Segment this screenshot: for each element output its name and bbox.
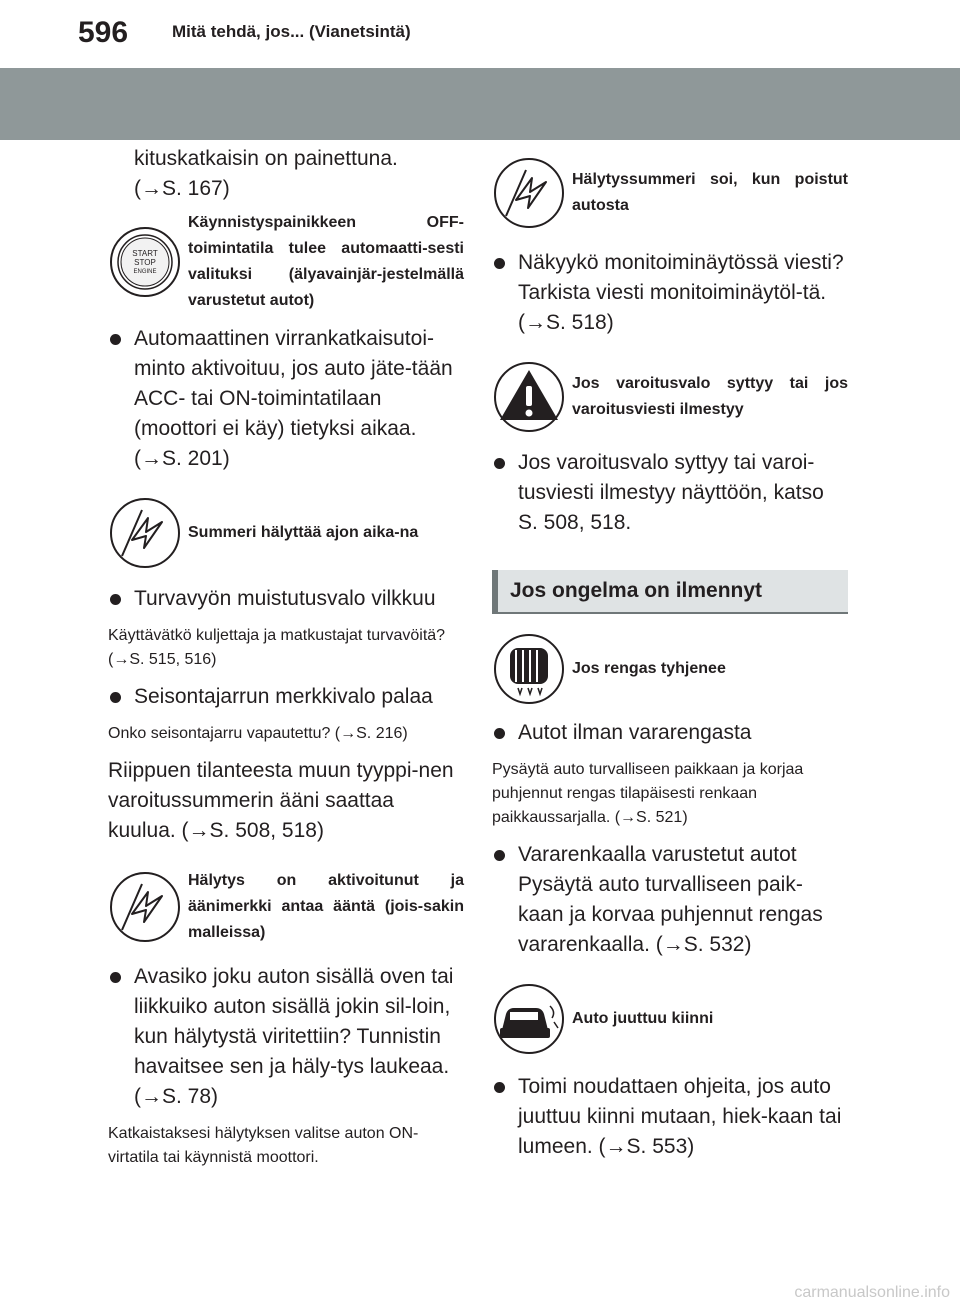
buzzer-caption-1: Summeri hälyttää ajon aika-na bbox=[188, 524, 419, 541]
bullet-parking-brake bbox=[108, 682, 464, 712]
chapter-title: Mitä tehdä, jos... (Vianetsintä) bbox=[172, 22, 411, 41]
bullet-auto-power-off bbox=[108, 324, 464, 474]
bullet-text: Jos varoitusvalo syttyy tai varoi-tusviesti ilmestyy näyttöön, katso S. 508, 518. bbox=[518, 451, 824, 534]
bullet-text: Toimi noudattaen ohjeita, jos auto juuttuu kiinni mutaan, hiek-kaan tai lumeen. (→S. 553) bbox=[518, 1075, 842, 1158]
svg-text:STOP: STOP bbox=[134, 258, 156, 267]
page-number: 596 bbox=[78, 16, 129, 49]
spare-sub: Pysäytä auto turvalliseen paik-kaan ja korvaa puhjennut rengas vararenkaalla. (→S. 532) bbox=[518, 873, 823, 956]
bullet-dot bbox=[494, 728, 505, 739]
warning-caption: Jos varoitusvalo syttyy tai jos varoitusviesti ilmestyy bbox=[572, 375, 848, 418]
bullet-dot bbox=[494, 850, 505, 861]
flat-tire-item bbox=[492, 632, 848, 706]
bullet-text: Seisontajarrun merkkivalo palaa bbox=[134, 685, 433, 708]
multi-display-sub: Tarkista viesti monitoiminäytöl-tä. (→S. 518) bbox=[518, 281, 827, 334]
flat-tire-caption: Jos rengas tyhjenee bbox=[572, 660, 726, 677]
bullet-text: Näkyykö monitoiminäytössä viesti? bbox=[518, 251, 844, 274]
stuck-car-caption: Auto juuttuu kiinni bbox=[572, 1010, 714, 1027]
no-spare-note: Pysäytä auto turvalliseen paikkaan ja korjaa puhjennut rengas tilapäisesti renkaan paikkaussarjalla. (→S. 521) bbox=[492, 761, 804, 826]
buzzer-item-2 bbox=[108, 868, 464, 946]
svg-text:START: START bbox=[132, 249, 158, 258]
flat-tire-icon bbox=[492, 632, 566, 706]
svg-text:ENGINE: ENGINE bbox=[133, 269, 157, 275]
section-heading: Jos ongelma on ilmennyt bbox=[492, 570, 848, 614]
warning-exclamation-icon bbox=[492, 360, 566, 434]
bullet-warning-light bbox=[492, 448, 848, 538]
bullet-dot bbox=[494, 1082, 505, 1093]
bullet-text: Automaattinen virrankatkaisutoi-minto aktivoituu, jos auto jäte-tään ACC- tai ON-toimintatilaan (moottori ei käy) tietyksi aikaa. (→S. 201) bbox=[134, 327, 453, 470]
buzzer-item-1 bbox=[108, 496, 464, 570]
alarm-note: Katkaistaksesi hälytyksen valitse auton ON-virtatila tai käynnistä moottori. bbox=[108, 1125, 419, 1166]
seatbelt-note: Käyttävätkö kuljettaja ja matkustajat turvavöitä? (→S. 515, 516) bbox=[108, 627, 446, 668]
right-column bbox=[492, 140, 848, 1162]
bullet-dot bbox=[494, 458, 505, 469]
buzzer-caption-3: Hälytyssummeri soi, kun poistut autosta bbox=[572, 171, 848, 214]
warning-item bbox=[492, 360, 848, 434]
buzzer-icon bbox=[108, 496, 182, 570]
bullet-no-spare bbox=[492, 718, 848, 748]
stuck-car-item bbox=[492, 982, 848, 1056]
bullet-alarm bbox=[108, 962, 464, 1112]
bullet-text: Avasiko joku auton sisällä oven tai liikkuiko auton sisällä jokin sil-loin, kun hälytystä viritettiin? Tunnistin havaitsee sen ja häly-tys laukeaa. (→S. 78) bbox=[134, 965, 454, 1108]
buzzer-caption-2: Hälytys on aktivoitunut ja äänimerkki antaa ääntä (jois-sakin malleissa) bbox=[188, 872, 464, 941]
bullet-multi-display bbox=[492, 248, 848, 278]
bullet-text: Vararenkaalla varustetut autot bbox=[518, 843, 797, 866]
bullet-dot bbox=[110, 334, 121, 345]
bullet-dot bbox=[110, 972, 121, 983]
header-band bbox=[0, 68, 960, 140]
start-button-caption: Käynnistyspainikkeen OFF-toimintatila tulee automaatti-sesti valituksi (älyavainjär-jestelmällä varustetut autot) bbox=[188, 214, 464, 309]
continued-text-line2: (→S. 167) bbox=[134, 177, 230, 200]
buzzer-item-3 bbox=[492, 156, 848, 230]
page-header bbox=[0, 0, 960, 70]
buzzer-icon bbox=[108, 870, 182, 944]
stuck-car-icon bbox=[492, 982, 566, 1056]
watermark: carmanualsonline.info bbox=[794, 1284, 950, 1301]
bullet-stuck bbox=[492, 1072, 848, 1162]
bullet-seatbelt bbox=[108, 584, 464, 614]
buzzer-icon bbox=[492, 156, 566, 230]
bullet-dot bbox=[494, 258, 505, 269]
continued-text-line1: kituskatkaisin on painettuna. bbox=[134, 147, 398, 170]
bullet-dot bbox=[110, 594, 121, 605]
left-column bbox=[108, 140, 464, 1170]
bullet-text: Autot ilman vararengasta bbox=[518, 721, 752, 744]
bullet-dot bbox=[110, 692, 121, 703]
start-button-item bbox=[108, 210, 464, 314]
bullet-text: Turvavyön muistutusvalo vilkkuu bbox=[134, 587, 436, 610]
other-buzzer-paragraph: Riippuen tilanteesta muun tyyppi-nen varoitussummerin ääni saattaa kuulua. (→S. 508, 518) bbox=[108, 759, 454, 842]
parking-brake-note: Onko seisontajarru vapautettu? (→S. 216) bbox=[108, 725, 408, 742]
start-stop-button-icon bbox=[108, 225, 182, 299]
bullet-spare bbox=[492, 840, 848, 870]
